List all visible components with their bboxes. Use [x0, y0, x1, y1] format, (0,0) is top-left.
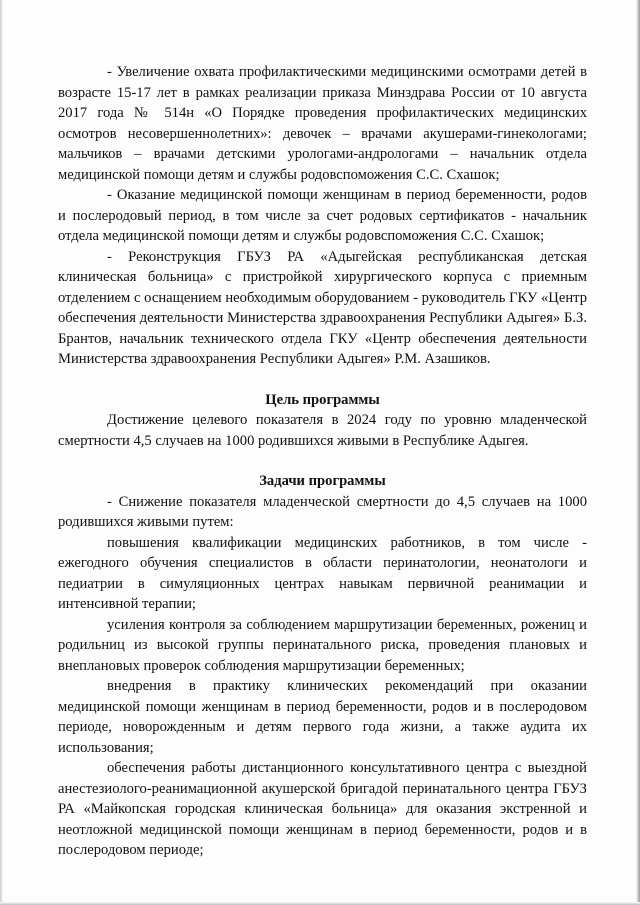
- intro-paragraph-1: - Увеличение охвата профилактическими медицинскими осмотрами детей в возрасте 15-17 лет в рамках реализации приказа Минздрава России от 10 августа 2017 года № 514н «О Порядке проведения профилактических медицинских осмотров несовершеннолетних»: девочек – врачами акушерами-гинекологами; мальчиков – врачами детскими урологами-андрологами – начальник отдела медицинской помощи детям и службы родовспоможения С.С. Схашок;: [58, 64, 587, 183]
- intro-paragraph-3: - Реконструкция ГБУЗ РА «Адыгейская республиканская детская клиническая больница» с пристройкой хирургического корпуса с приемным отделением с оснащением необходимым оборудованием - руководитель ГКУ «Центр обеспечения деятельности Министерства здравоохранения Республики Адыгея» Б.З. Брантов, начальник технического отдела ГКУ «Центр обеспечения деятельности Министерства здравоохранения Республики Адыгея» Р.М. Азашиков.: [58, 248, 587, 367]
- task-item-3: внедрения в практику клинических рекомендаций при оказании медицинской помощи женщинам в период беременности, родов и в послеродовом периоде, новорожденным и детям первого года жизни, а также аудита их использования;: [58, 678, 587, 756]
- document-body: [58, 62, 587, 861]
- tasks-heading: Задачи программы: [259, 473, 386, 489]
- scan-edge-left: [0, 0, 3, 905]
- goal-text: Достижение целевого показателя в 2024 году по уровню младенческой смертности 4,5 случаев на 1000 родившихся живыми в Республике Адыгея.: [58, 412, 587, 449]
- scan-edge-right: [636, 0, 640, 905]
- task-item-4: обеспечения работы дистанционного консультативного центра с выездной анестезиолого-реанимационной акушерской бригадой перинатального центра ГБУЗ РА «Майкопская городская клиническая больница» для оказания экстренной и неотложной медицинской помощи женщинам в период беременности, родов и в послеродовом периоде;: [58, 760, 587, 858]
- task-item-1: повышения квалификации медицинских работников, в том числе - ежегодного обучения специалистов в области перинатологии, неонатологи и педиатрии в симуляционных центрах навыкам первичной реанимации и интенсивной терапии;: [58, 534, 587, 612]
- tasks-intro: - Снижение показателя младенческой смертности до 4,5 случаев на 1000 родившихся живыми путем:: [58, 493, 587, 530]
- goal-heading: Цель программы: [265, 391, 380, 408]
- task-item-2: усиления контроля за соблюдением маршрутизации беременных, рожениц и родильниц из высокой группы перинатального риска, проведения плановых и внеплановых проверок соблюдения маршрутизации беременных;: [58, 616, 587, 674]
- intro-paragraph-2: - Оказание медицинской помощи женщинам в период беременности, родов и послеродовый период, в том числе за счет родовых сертификатов - начальник отдела медицинской помощи детям и службы родовспоможения С.С. Схашок;: [58, 187, 587, 244]
